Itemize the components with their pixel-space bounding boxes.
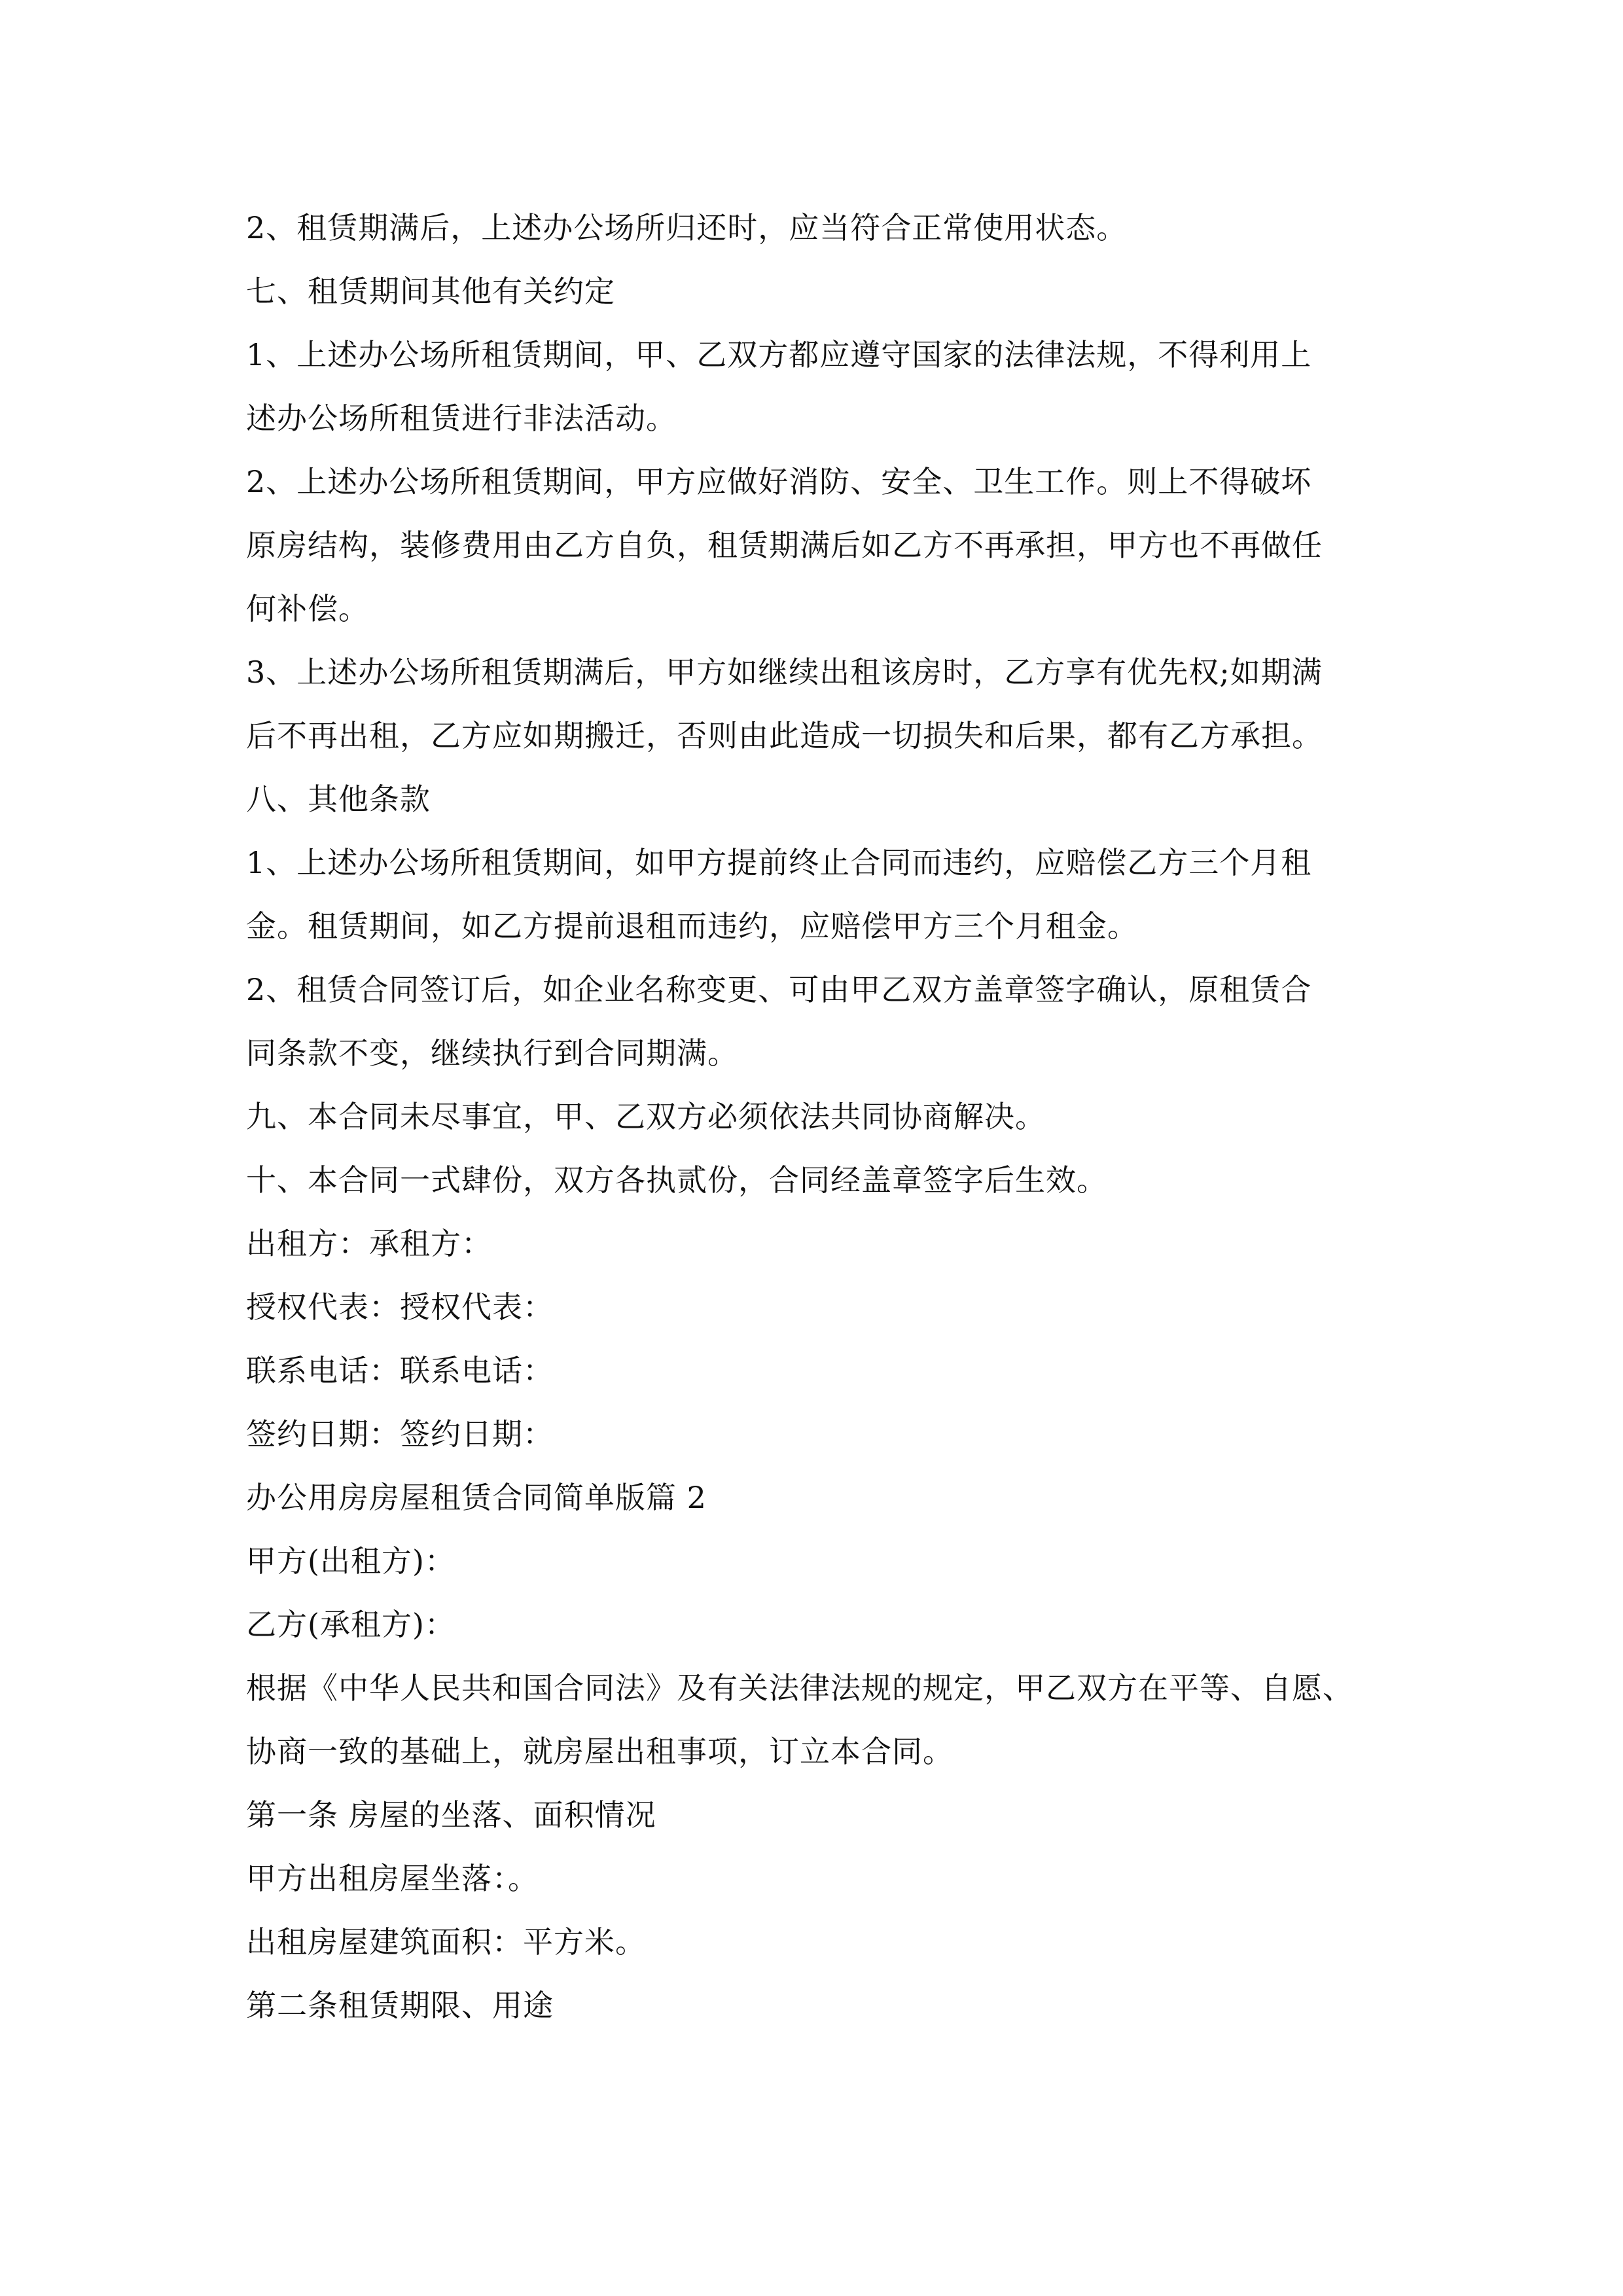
article-heading: 第一条 房屋的坐落、面积情况	[246, 1797, 656, 1833]
document-page	[246, 196, 1398, 2037]
text-line: 九、本合同未尽事宜，甲、乙双方必须依法共同协商解决。	[246, 1099, 1046, 1134]
section-heading: 七、租赁期间其他有关约定	[246, 274, 615, 309]
text-line: 1、上述办公场所租赁期间，甲、乙双方都应遵守国家的法律法规，不得利用上	[246, 337, 1312, 372]
text-line: 3、上述办公场所租赁期满后，甲方如继续出租该房时，乙方享有优先权;如期满	[246, 655, 1323, 690]
text-line: 2、上述办公场所租赁期间，甲方应做好消防、安全、卫生工作。则上不得破坏	[246, 464, 1312, 499]
signature-field-representative: 授权代表：授权代表：	[246, 1289, 554, 1325]
section-heading: 八、其他条款	[246, 781, 431, 817]
text-line: 出租房屋建筑面积：平方米。	[246, 1924, 646, 1960]
text-line: 甲方出租房屋坐落：。	[246, 1861, 539, 1896]
text-line: 2、租赁合同签订后，如企业名称变更、可由甲乙双方盖章签字确认，原租赁合	[246, 972, 1312, 1007]
signature-field-phone: 联系电话：联系电话：	[246, 1353, 554, 1388]
signature-field-date: 签约日期：签约日期：	[246, 1416, 554, 1452]
text-line: 1、上述办公场所租赁期间，如甲方提前终止合同而违约，应赔偿乙方三个月租	[246, 845, 1312, 880]
text-line: 原房结构，装修费用由乙方自负，租赁期满后如乙方不再承担，甲方也不再做任	[246, 528, 1323, 563]
signature-field-lessor: 出租方：承租方：	[246, 1226, 492, 1261]
article-heading: 第二条租赁期限、用途	[246, 1988, 554, 2023]
text-line: 根据《中华人民共和国合同法》及有关法律法规的规定，甲乙双方在平等、自愿、	[246, 1670, 1353, 1706]
party-b-field: 乙方(承租方)：	[246, 1607, 455, 1642]
contract-title: 办公用房房屋租赁合同简单版篇 2	[246, 1480, 707, 1515]
text-line: 十、本合同一式肆份，双方各执贰份，合同经盖章签字后生效。	[246, 1162, 1107, 1198]
text-line: 金。租赁期间，如乙方提前退租而违约，应赔偿甲方三个月租金。	[246, 908, 1138, 944]
text-line: 协商一致的基础上，就房屋出租事项，订立本合同。	[246, 1734, 954, 1769]
text-line: 2、租赁期满后，上述办公场所归还时，应当符合正常使用状态。	[246, 210, 1128, 245]
text-line: 述办公场所租赁进行非法活动。	[246, 401, 677, 436]
party-a-field: 甲方(出租方)：	[246, 1543, 455, 1579]
text-line: 后不再出租，乙方应如期搬迁，否则由此造成一切损失和后果，都有乙方承担。	[246, 718, 1323, 753]
text-line: 何补偿。	[246, 591, 369, 626]
text-line: 同条款不变，继续执行到合同期满。	[246, 1035, 738, 1071]
